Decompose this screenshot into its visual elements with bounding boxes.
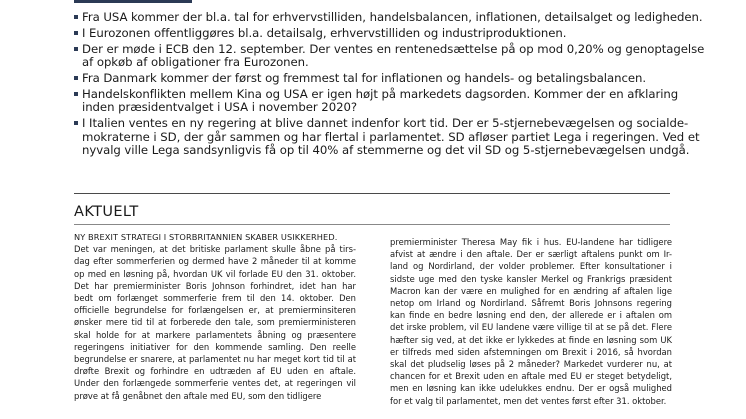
- article-column-left: [74, 231, 356, 402]
- bullet-item: Fra Danmark kommer der først og fremmest tal for inflationen og handels- og betalingsbalancen.: [74, 72, 714, 85]
- outlook-bullet-list: [74, 11, 714, 160]
- bullet-item: Handelskonflikten mellem Kina og USA er igen højt på markedets dagsorden. Kommer der en afklaring inden præsidentvalget i USA i november 2020?: [74, 88, 714, 114]
- bullet-item: I Italien ventes en ny regering at blive dannet indenfor kort tid. Der er 5-stjernebevægelsen og socialde-mokraterne i SD, der går sammen og har flertal i parlamentet. SD afløser partiet Lega i regeringen. Ved et nyvalg ville Lega sandsynligvis få op til 40% af stemmerne og det vil SD og 5-stjernebevægelsen undgå.: [74, 117, 714, 157]
- bullet-item: Fra USA kommer der bl.a. tal for erhvervstilliden, handelsbalancen, inflationen, detailsalget og ledigheden.: [74, 11, 714, 24]
- top-accent-rule: [74, 0, 192, 3]
- article-kicker: NY BREXIT STRATEGI I STORBRITANNIEN SKABER USIKKERHED.: [74, 232, 338, 242]
- article-paragraph-left: Det var meningen, at det britiske parlament skulle åbne på tirs-dag efter sommerferien og dermed have 2 måneder til at komme op med en løsning på, hvordan UK vil forlade EU den 31. oktober. Det har premierminister Boris Johnson forhindret, idet han har bedt om forlænget sommerferie frem til den 14. oktober. Den officielle begrundelse for forlængelsen er, at premierminsiteren ønsker mere tid til at forberede den tale, som premierministeren skal holde for at markere parlamentets åbning og præsentere regeringens initiativer for den kommende samling. Den reelle begrundelse er snarere, at parlamentet nu har meget kort tid til at drøfte Brexit og forhindre en udtræden af EU uden en aftale. Under den forlængede sommerferie ventes det, at regeringen vil prøve at få genåbnet den aftale med EU, som den tidligere: [74, 244, 356, 401]
- section-divider: [74, 193, 670, 194]
- article-column-right: [390, 236, 672, 407]
- bullet-item: Der er møde i ECB den 12. september. Der ventes en rentenedsættelse på op mod 0,20% og genoptagelse af opkøb af obligationer fra Eurozonen.: [74, 43, 714, 69]
- bullet-item: I Eurozonen offentliggøres bl.a. detailsalg, erhvervstilliden og industriproduktionen.: [74, 27, 714, 40]
- section-heading: AKTUELT: [74, 204, 139, 220]
- heading-underline: [74, 224, 670, 225]
- article-paragraph-right: premierminister Theresa May fik i hus. EU-landene har tidligere afvist at ændre i den aftale. Der er særligt aftalens punkt om Ir-land og Nordirland, der volder problemer. Efter konsultationer i sidste uge med den tyske kansler Merkel og Frankrigs præsident Macron kan der være en mulighed for en ændring af aftalen lige netop om Irland og Nordirland. Såfremt Boris Johnsons regering kan finde en bedre løsning end den, der allerede er i aftalen om det irske problem, vil EU landene være villige til at se på det. Flere hæfter sig ved, at det ikke er lykkedes at finde en løsning som UK er tilfreds med siden afstemningen om Brexit i 2016, så hvordan skal det pludselig løses på 2 måneder? Markedet vurderer nu, at chancen for et Brexit uden en aftale med EU er steget betydeligt, men en løsning kan ikke udelukkes endnu. Der er også mulighed for et valg til parlamentet, men det ventes først efter 31. oktober.: [390, 237, 672, 406]
